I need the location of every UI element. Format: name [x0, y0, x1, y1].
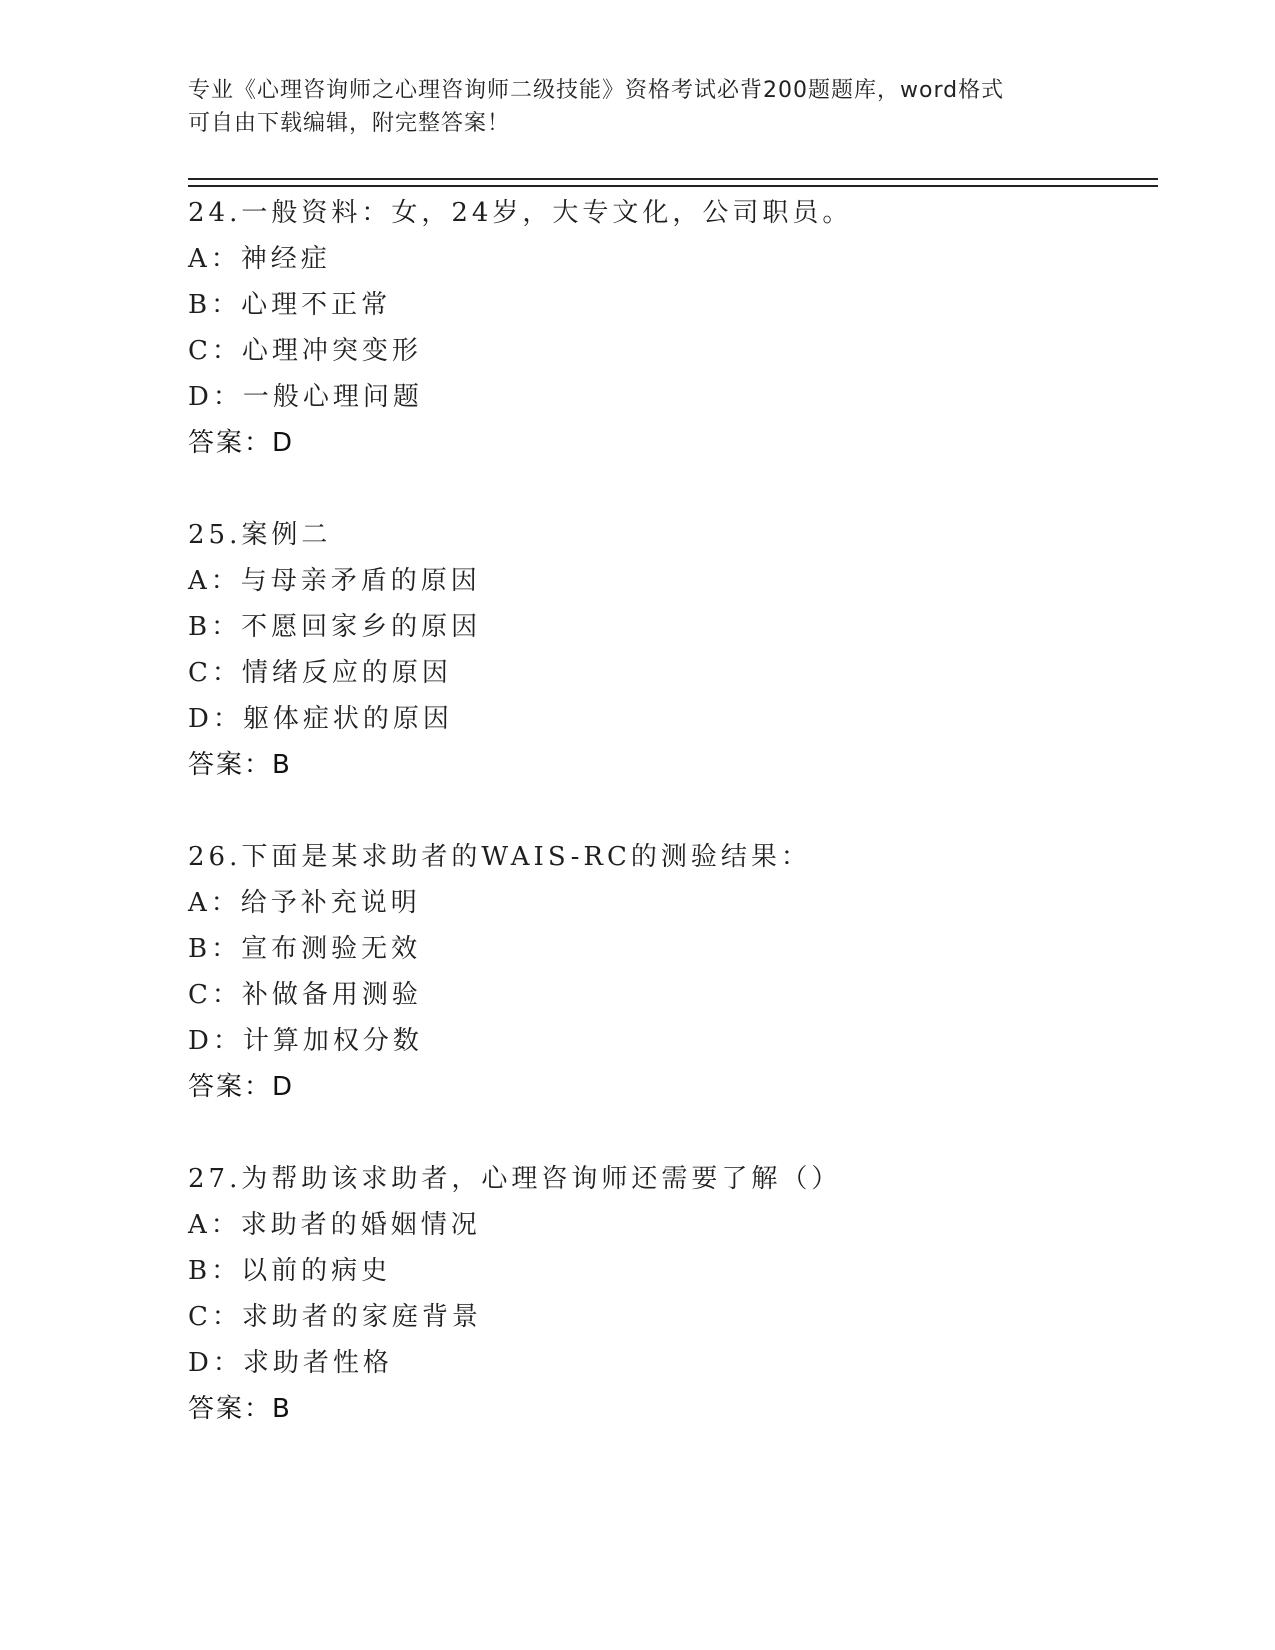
- option-c: C：求助者的家庭背景: [188, 1302, 482, 1332]
- option-c: C：心理冲突变形: [188, 336, 422, 366]
- answer: 答案：D: [188, 428, 295, 458]
- question-27: [188, 1156, 1148, 1432]
- question-25: [188, 512, 1148, 788]
- option-b: B：心理不正常: [188, 290, 392, 320]
- question-26: [188, 834, 1148, 1110]
- question-24: [188, 190, 1148, 466]
- header-divider-top: [188, 178, 1158, 180]
- question-stem: 26.下面是某求助者的WAIS-RC的测验结果：: [188, 842, 811, 872]
- option-a: A：神经症: [188, 244, 331, 274]
- header-line-2: 可自由下载编辑，附完整答案！: [188, 111, 511, 136]
- option-b: B：宣布测验无效: [188, 934, 422, 964]
- question-list: [188, 190, 1148, 1478]
- option-a: A：求助者的婚姻情况: [188, 1210, 481, 1240]
- header-line-1: 专业《心理咨询师之心理咨询师二级技能》资格考试必背200题题库，word格式: [188, 78, 1005, 103]
- answer: 答案：B: [188, 1394, 292, 1424]
- option-c: C：补做备用测验: [188, 980, 422, 1010]
- question-stem: 24.一般资料：女，24岁，大专文化，公司职员。: [188, 198, 853, 228]
- option-d: D：躯体症状的原因: [188, 704, 453, 734]
- option-a: A：给予补充说明: [188, 888, 421, 918]
- question-stem: 27.为帮助该求助者，心理咨询师还需要了解（）: [188, 1164, 842, 1194]
- question-stem: 25.案例二: [188, 520, 332, 550]
- answer: 答案：B: [188, 750, 292, 780]
- option-c: C：情绪反应的原因: [188, 658, 452, 688]
- option-b: B：以前的病史: [188, 1256, 392, 1286]
- option-a: A：与母亲矛盾的原因: [188, 566, 481, 596]
- document-header: [188, 74, 1088, 140]
- option-d: D：求助者性格: [188, 1348, 393, 1378]
- answer: 答案：D: [188, 1072, 295, 1102]
- option-b: B：不愿回家乡的原因: [188, 612, 482, 642]
- option-d: D：一般心理问题: [188, 382, 423, 412]
- option-d: D：计算加权分数: [188, 1026, 423, 1056]
- header-divider-bottom: [188, 185, 1158, 187]
